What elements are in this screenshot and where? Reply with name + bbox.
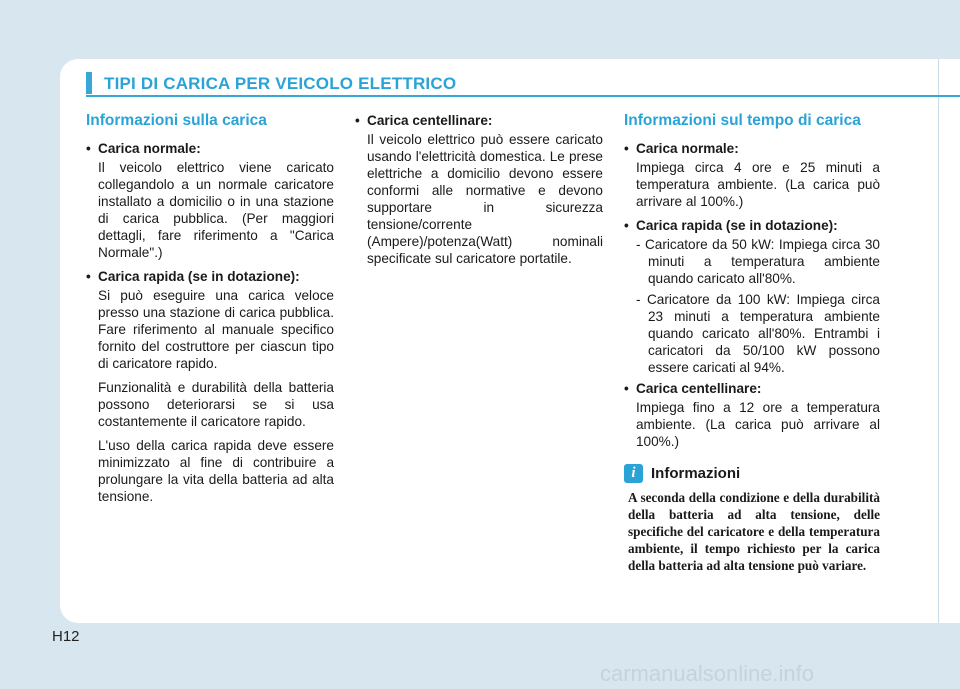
header-accent-bar xyxy=(86,72,92,94)
bullet-label: • Carica normale: xyxy=(624,140,880,157)
right-divider xyxy=(938,59,939,623)
watermark: carmanualsonline.info xyxy=(600,661,815,686)
bullet-text: Impiega circa 4 ore e 25 minuti a temperatura ambiente. (La carica può arrivare al 100%.) xyxy=(636,160,880,209)
bullet-label: • Carica centellinare: xyxy=(624,380,880,397)
section-heading: Informazioni sulla carica xyxy=(86,112,267,129)
bullet-label: • Carica centellinare: xyxy=(355,112,603,129)
page-number: H12 xyxy=(52,628,80,645)
bullet-text: Funzionalità e durabilità della batteria possono deteriorarsi se si usa costantemente il caricatore rapido. xyxy=(98,380,334,429)
bullet-text: Il veicolo elettrico viene caricato collegandolo a un normale caricatore installato a domicilio o in una stazione di carica pubblica. (Per maggiori dettagli, fare riferimento a "Carica Normale".) xyxy=(98,160,334,260)
bullet-text: Il veicolo elettrico può essere caricato usando l'elettricità domestica. Le prese elettriche a domicilio devono essere conformi alle normative e devono supportare in sicurezza tensione/corrente (Ampere)/potenza(Watt) nominali specificate sul caricatore portatile. xyxy=(367,132,603,266)
info-icon: i xyxy=(624,464,643,483)
bullet-label: • Carica rapida (se in dotazione): xyxy=(624,217,880,234)
bullet-text: L'uso della carica rapida deve essere minimizzato al fine di contribuire a prolungare la vita della batteria ad alta tensione. xyxy=(98,438,334,504)
section-heading: Informazioni sul tempo di carica xyxy=(624,112,861,129)
info-text: A seconda della condizione e della durabilità della batteria ad alta tensione, delle specifiche del caricatore e della temperatura ambiente, il tempo richiesto per la carica della batteria ad alta tensione può variare. xyxy=(628,490,880,573)
bullet-label: • Carica rapida (se in dotazione): xyxy=(86,268,334,285)
page-title: TIPI DI CARICA PER VEICOLO ELETTRICO xyxy=(104,74,457,93)
info-header xyxy=(624,464,880,483)
dash-item: - Caricatore da 100 kW: Impiega circa 23 minuti a temperatura ambiente quando caricato all'80%. Entrambi i caricatori da 50/100 kW possono essere caricati al 94%. xyxy=(636,292,880,375)
column-charging-time xyxy=(624,112,880,574)
header-rule xyxy=(86,95,960,97)
bullet-label: • Carica normale: xyxy=(86,140,334,157)
column-charging-info xyxy=(86,112,334,512)
bullet-text: Impiega fino a 12 ore a temperatura ambiente. (La carica può arrivare al 100%.) xyxy=(636,400,880,449)
info-title: Informazioni xyxy=(651,465,741,482)
bullet-text: Si può eseguire una carica veloce presso una stazione di carica pubblica. Fare riferimento al manuale specifico fornito del costruttore per ciascun tipo di caricatore rapido. xyxy=(98,288,334,371)
column-trickle-charge xyxy=(355,112,603,274)
dash-item: - Caricatore da 50 kW: Impiega circa 30 minuti a temperatura ambiente quando caricato all'80%. xyxy=(636,237,880,286)
